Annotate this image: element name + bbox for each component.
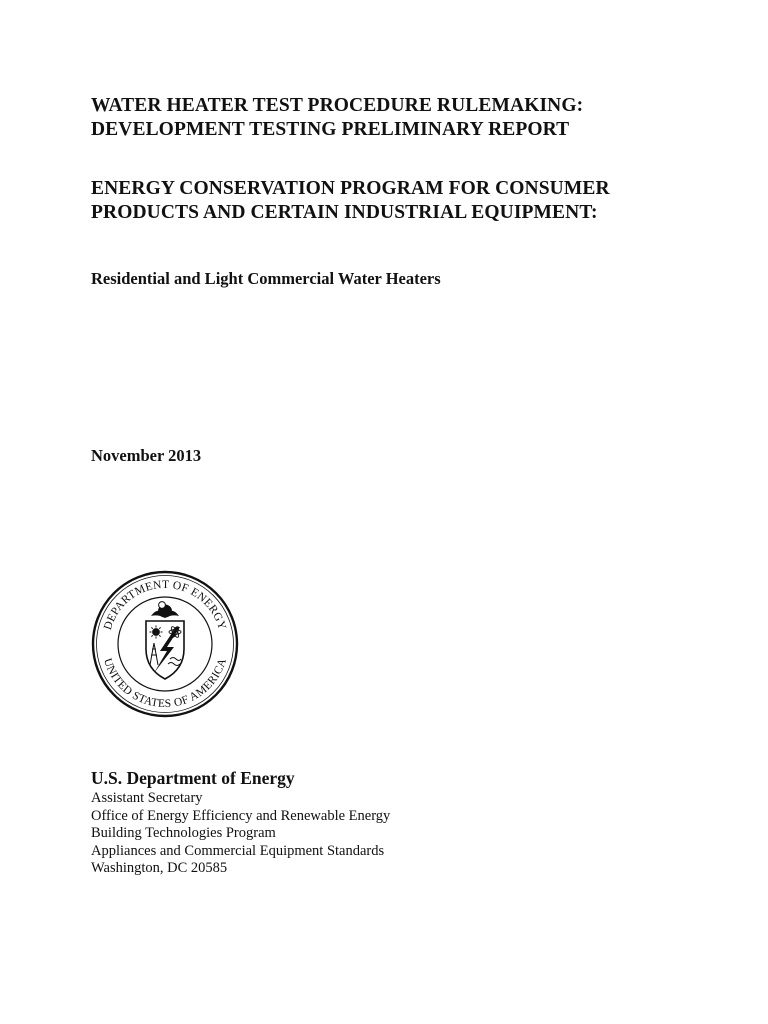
- address-line: Building Technologies Program: [91, 825, 276, 841]
- report-date: November 2013: [91, 446, 202, 465]
- agency-name: U.S. Department of Energy: [91, 768, 295, 788]
- address-line: Appliances and Commercial Equipment Standards: [91, 842, 385, 859]
- address-line: Office of Energy Efficiency and Renewable Energy: [91, 807, 391, 824]
- address-line: Washington, DC 20585: [91, 860, 228, 876]
- report-title-line-1: WATER HEATER TEST PROCEDURE RULEMAKING:: [91, 95, 584, 116]
- program-title: [91, 177, 610, 225]
- report-title-line-2: DEVELOPMENT TESTING PRELIMINARY REPORT: [91, 119, 570, 140]
- sun-icon: [150, 626, 163, 639]
- report-title: [91, 94, 583, 142]
- address-line: Assistant Secretary: [91, 790, 203, 806]
- doe-seal-icon: [90, 569, 240, 719]
- seal-ring-top-text: DEPARTMENT OF ENERGY: [101, 578, 229, 632]
- program-title-line-2: PRODUCTS AND CERTAIN INDUSTRIAL EQUIPMENT:: [91, 202, 598, 223]
- eagle-icon: [151, 602, 179, 618]
- seal-ring-bottom-text: UNITED STATES OF AMERICA: [100, 656, 230, 711]
- program-title-line-1: ENERGY CONSERVATION PROGRAM FOR CONSUMER: [91, 178, 610, 199]
- report-subtitle: Residential and Light Commercial Water Heaters: [91, 269, 441, 288]
- agency-address: [91, 790, 390, 878]
